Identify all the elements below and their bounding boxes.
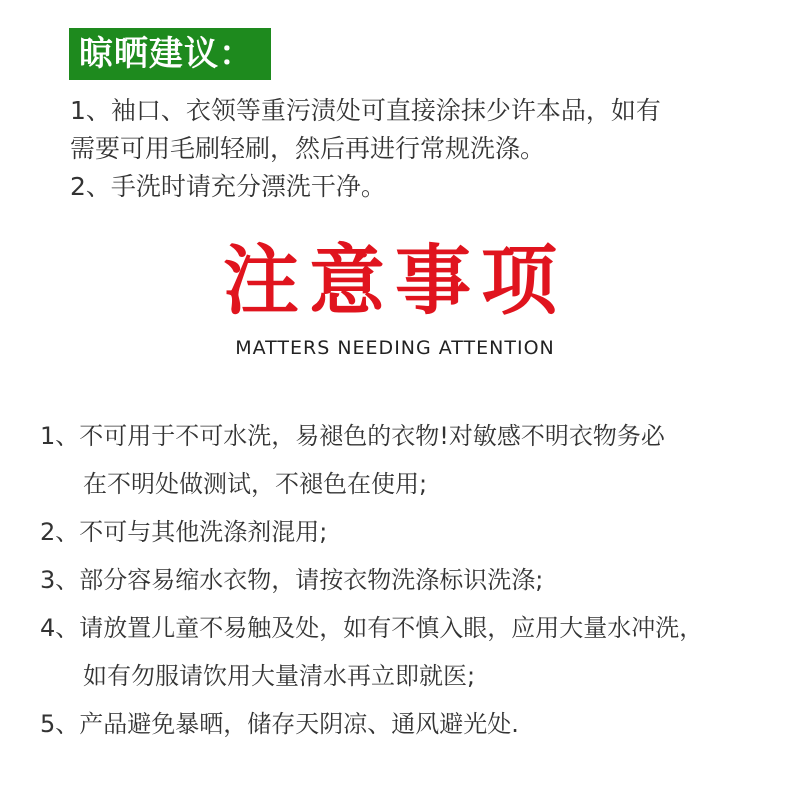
- notice-item-continuation: 如有勿服请饮用大量清水再立即就医;: [83, 662, 476, 690]
- notice-item-text: 产品避免暴晒，储存天阴凉、通风避光处.: [79, 710, 519, 738]
- notice-item-3: [40, 556, 770, 604]
- drying-tips-text: [70, 92, 760, 206]
- tip-line: 需要可用毛刷轻刷，然后再进行常规洗涤。: [70, 134, 546, 163]
- notice-item-number: 1、: [40, 422, 80, 450]
- notice-item-5: [40, 700, 770, 748]
- notice-item-4: [40, 604, 770, 652]
- notice-item-number: 4、: [40, 614, 80, 642]
- notice-item-text: 不可与其他洗涤剂混用;: [79, 518, 328, 546]
- notice-item-number: 2、: [40, 518, 80, 546]
- notice-title: 注意事项: [223, 236, 567, 325]
- tip-line: 2、手洗时请充分漂洗干净。: [70, 172, 386, 201]
- tip-line: 1、袖口、衣领等重污渍处可直接涂抹少许本品，如有: [70, 96, 661, 125]
- drying-tips-badge: 晾晒建议：: [69, 28, 271, 80]
- notice-item-text: 不可用于不可水洗，易褪色的衣物!对敏感不明衣物务必: [79, 422, 665, 450]
- notice-subtitle: MATTERS NEEDING ATTENTION: [235, 337, 555, 359]
- notice-item-1: [40, 412, 770, 460]
- notice-item-number: 3、: [40, 566, 80, 594]
- notice-item-text: 请放置儿童不易触及处，如有不慎入眼，应用大量水冲洗，: [79, 614, 704, 642]
- notice-list: [40, 412, 770, 748]
- notice-item-number: 5、: [40, 710, 80, 738]
- notice-item-text: 部分容易缩水衣物，请按衣物洗涤标识洗涤;: [79, 566, 544, 594]
- notice-item-2: [40, 508, 770, 556]
- notice-item-continuation: 在不明处做测试，不褪色在使用;: [83, 470, 428, 498]
